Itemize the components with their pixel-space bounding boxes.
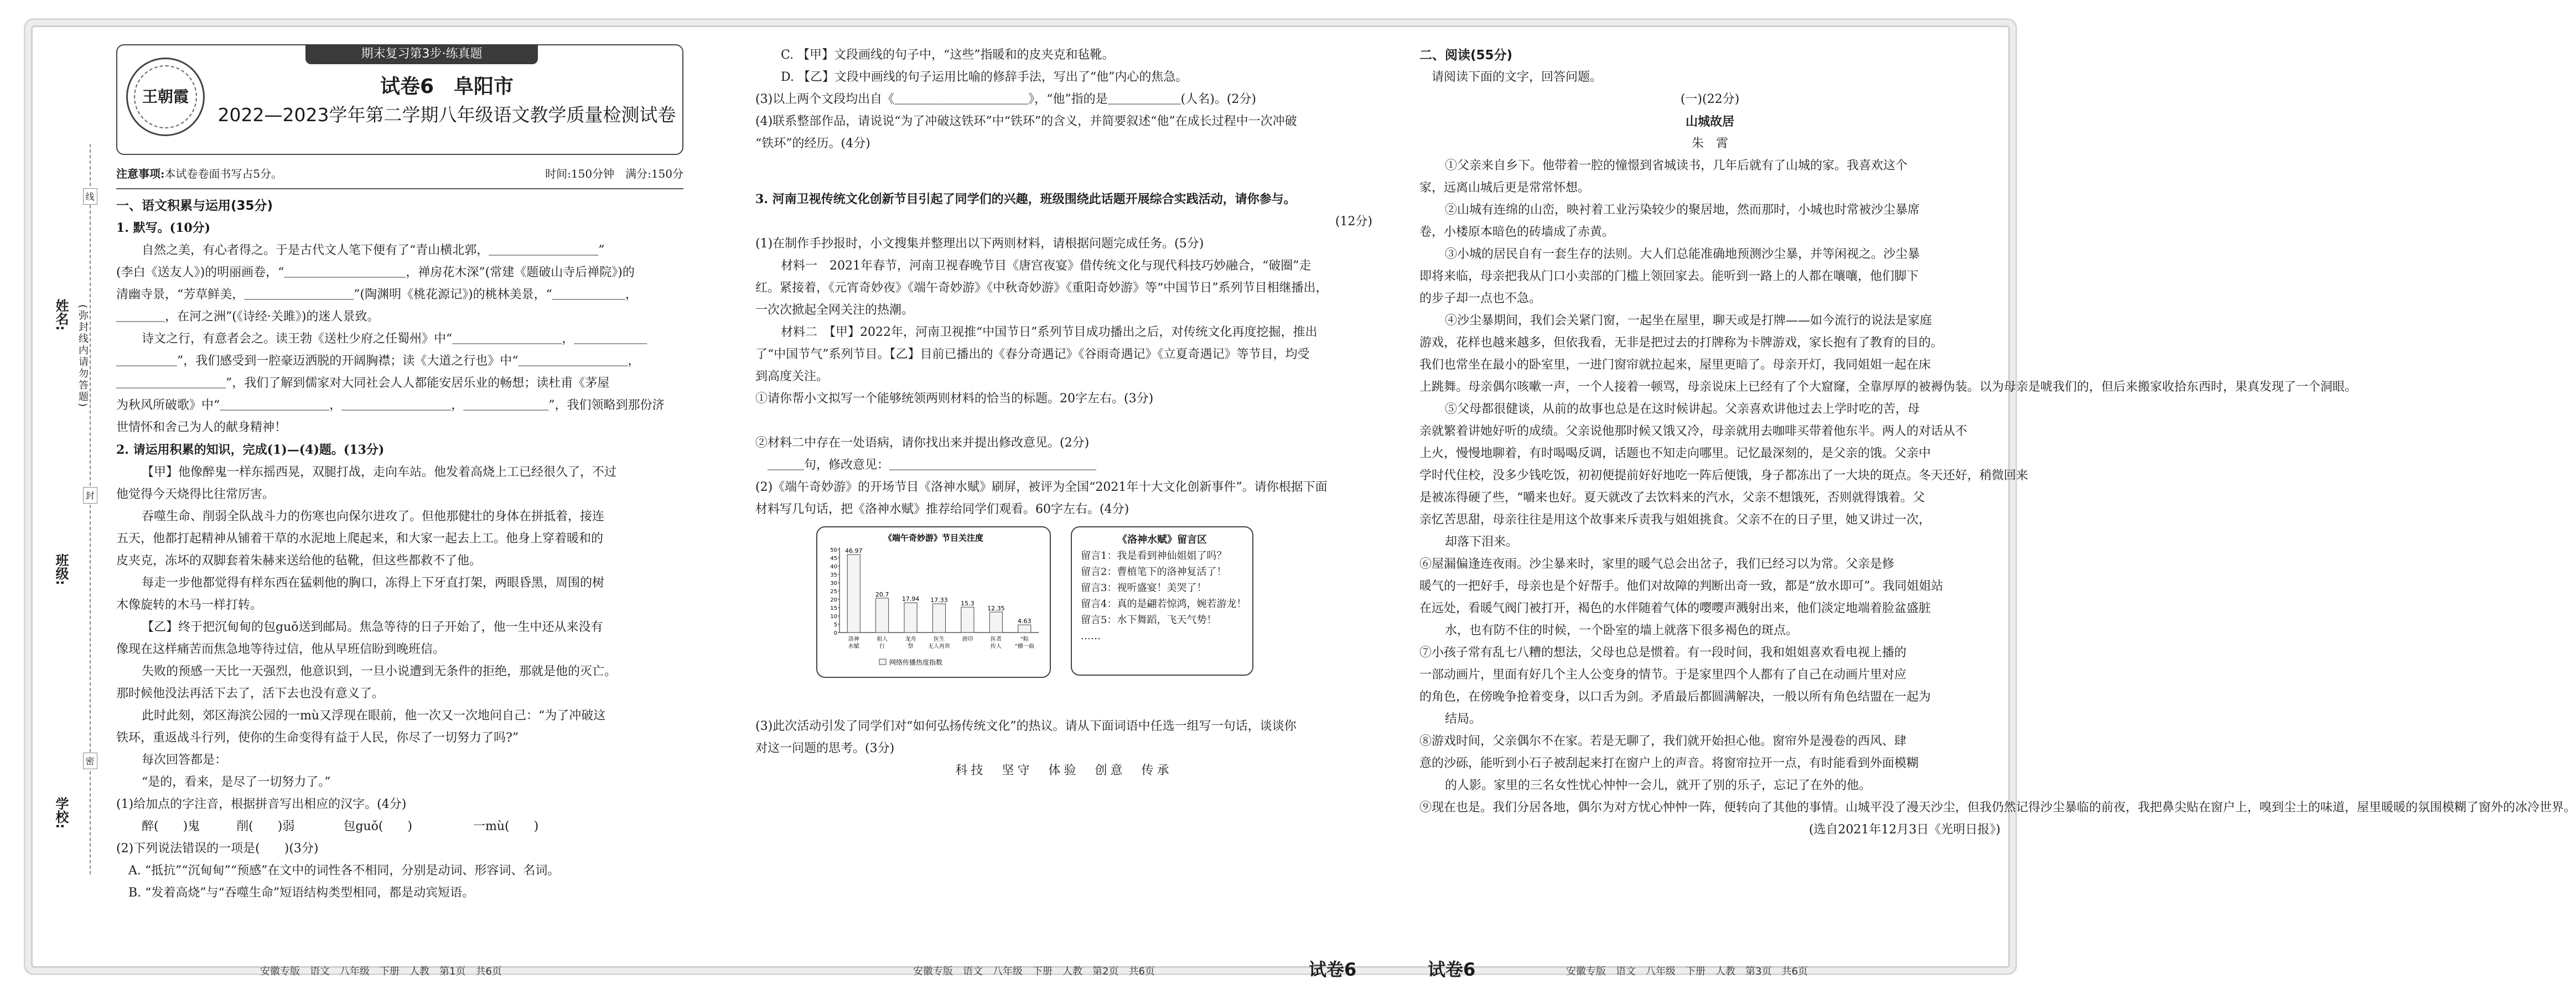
page-2: C. 【甲】文段画线的句子中，“这些”指暖和的皮夹克和毡靴。 D. 【乙】文段中画线的句子运用比喻的修辞手法，写出了“他”内心的焦急。 (3)以上两个文段均出自《＿＿＿＿＿＿＿＿＿＿＿》，“他”指的是＿＿＿＿＿＿(人名)。(2分) (4)联系整部作品，请说说“为了冲破这铁环”中“铁环”的含义，并简要叙述“他”在成长过程中一次冲破 “铁环”的经历。(4分) 3. 河南卫视传统文化创新节目引起了同学们的兴趣，班级围绕此话题开展综合实践活动，请你参与。 (12分) (1)在制作手抄报时，小文搜集并整理出以下两则材料，请根据问题完成任务。(5分) 材料一 2021年春节，河南卫视春晚节目《唐宫夜宴》借传统文化与现代科技巧妙融合，“破圈”走 红。紧接着，《元宵奇妙夜》《端午奇妙游》《中秋奇妙游》《重阳奇妙游》等“中国节日”系列节目相继播出， 一次次掀起全网关注的热潮。 材料二 【甲】2022年，河南卫视推“中国节日”系列节目成功播出之后，对传统文化再度挖掘，推出 了“中国节气”系列节目。【乙】目前已播出的《春分奇遇记》《谷雨奇遇记》《立夏奇遇记》等节目，均受 到高度关注。 ①请你帮小文拟写一个能够统领两则材料的恰当的标题。20字左右。(3分) ②材料二中存在一处语病，请你找出来并提出修改意见。(2分) ＿＿＿句，修改意见：＿＿＿＿＿＿＿＿＿＿＿＿＿＿＿＿＿ (2)《端午奇妙游》的开场节目《洛神水赋》刷屏，被评为全国“2021年十大文化创新事件”。请你根据下面 材料写几句话，把《洛神水赋》推荐给同学们观看。60字左右。(4分) 《端午奇妙游》节目关注度 0 5 10 15 20 25 30 35 40 45 50 46.97 洛神 水赋 20.7 祖人 行 17.94 龙舟 祭 17.33 医生 无人再世 15.3 唐印 12.35 医者 传人 4.63 “粽 ”横一曲 网络传播热度指数 《洛神水赋》留言区 留言1：我是看到神仙姐姐了吗？ 留言2：曹植笔下的洛神复活了！ 留言3：视听盛宴！美哭了！ 留言4：真的是翩若惊鸿，婉若游龙！ 留言5：水下舞蹈，飞天气势！ …… (3)此次活动引发了同学们对“如何弘扬传统文化”的热议。请从下面词语中任选一组写一句话，谈谈你 对这一问题的思考。(3分) 科技 坚守 体验 创意 传承 xyxy=(755,44,1372,955)
paper-badge: 试卷6 xyxy=(1309,959,1357,980)
y-tick-label: 40 xyxy=(830,564,837,570)
message-board xyxy=(1071,526,1253,676)
data-label: 12.35 xyxy=(987,604,1005,612)
bar xyxy=(904,603,917,633)
seal-mark: 线 xyxy=(83,188,97,205)
bar-chart xyxy=(817,527,1050,677)
x-tick-label: 洛神 xyxy=(848,636,859,642)
article-author: 朱 霄 xyxy=(1691,137,1728,151)
seal-mark: 密 xyxy=(83,753,97,769)
article-source: (选自2021年12月3日《光明日报》) xyxy=(1808,823,2000,837)
data-label: 15.3 xyxy=(961,600,975,608)
exam-title: 试卷6 阜阳市 xyxy=(380,75,514,98)
bar xyxy=(847,554,860,633)
data-label: 17.33 xyxy=(930,597,948,604)
page-3: 二、阅读(55分) 请阅读下面的文字，回答问题。 (一)(22分) 山城故居 朱 霄 ①父亲来自乡下。他带着一腔的憧憬到省城读书，几年后就有了山城的家。我喜欢这个 家，远离山城后更是常常怀想。 ②山城有连绵的山峦，映衬着工业污染较少的聚居地，然而那时，小城也时常被沙尘暴席 卷，小楼原本暗色的砖墙成了赤黄。 ③小城的居民自有一套生存的法则。大人们总能准确地预测沙尘暴，并等闲视之。沙尘暴 即将来临，母亲把我从门口小卖部的门槛上领回家去。能听到一路上的人都在嚷嚷，他们脚下 的步子却一点也不急。 ④沙尘暴期间，我们会关紧门窗，一起坐在屋里，聊天或是打牌——如今流行的说法是家庭 游戏，花样也越来越多，但依我看，无非是把过去的打牌称为卡牌游戏，家长抱有了教育的目的。 我们也常坐在最小的卧室里，一进门窗帘就拉起来，屋里更暗了。母亲开灯，我同姐姐一起在床 上跳舞。母亲偶尔咳嗽一声，一个人接着一顿骂，母亲说床上已经有了个大窟窿，全靠厚厚的被褥伪装。以为母亲是唬我们的，但后来搬家收拾东西时，果真发现了一个洞眼。 ⑤父母都很健谈，从前的故事也总是在这时候讲起。父亲喜欢讲他过去上学时吃的苦，母 亲就繁着讲她好听的成绩。父亲说他那时候又饿又冷，母亲就用去咖啡买带着他东半。两人的对话从不 上火，慢慢地聊着，有时喝喝反调，话题也不知走向哪里。记忆最深刻的，是父亲的饿。父亲中 学时代住校，没多少钱吃饭，初初便提前好好地吃一阵后便饿，身子都冻出了一大块的斑点。冬天还好，稍微回来 是被冻得硬了些，“嚼来也好。夏天就改了去饮料来的汽水，父亲不想饿死，否则就得饿着。父 亲忆苦思甜，母亲往往是用这个故事来斥责我与姐姐挑食。父亲不在的日子里，她又讲过一次， 却落下泪来。 ⑥屋漏偏逢连夜雨。沙尘暴来时，家里的暖气总会出岔子，我们已经习以为常。父亲是修 暖气的一把好手，母亲也是个好帮手。他们对故障的判断出奇一致，都是“放水即可”。我同姐姐站 在远处，看暖气阀门被打开，褐色的水伴随着气体的嘤嘤声溅射出来，他们淡定地端着脸盆盛脏 水，也有防不住的时候，一个卧室的墙上就落下很多褐色的斑点。 ⑦小孩子常有乱七八糟的想法，父母也总是惯着。有一段时间，我和姐姐喜欢看电视上播的 一部动画片，里面有好几个主人公变身的情节。于是家里四个人都有了自己在动画片里对应 的角色，在傍晚争抢着变身，以口舌为剑。矛盾最后都圆满解决，一般以所有角色结盟在一起为 结局。 ⑧游戏时间，父亲偶尔不在家。若是无聊了，我们就开始担心他。窗帘外是漫卷的西风、肆 意的沙砾，能听到小石子被刮起来打在窗户上的声音。将窗帘拉开一点，有时能看到外面模糊 的人影。家里的三名女性忧心忡忡一会儿，就开了别的乐子，忘记了在外的他。 ⑨现在也是。我们分居各地，偶尔为对方忧心忡忡一阵，便转向了其他的事情。山城平没了漫天沙尘，但我仍然记得沙尘暴临的前夜，我把鼻尖贴在窗户上，嗅到尘土的味道，屋里暖暖的氛围模糊了窗外的冰冷世界。 (选自2021年12月3日《光明日报》) xyxy=(1419,44,2000,955)
logo xyxy=(126,58,205,136)
board-message: 留言3：视听盛宴！美哭了！ xyxy=(1081,582,1207,594)
bar xyxy=(876,598,889,633)
bar xyxy=(961,607,974,633)
exam-time: 时间:150分钟 满分:150分 xyxy=(545,167,683,180)
page-footer: 安徽专版 语文 八年级 下册 人教 第2页 共6页 xyxy=(913,966,1155,977)
y-tick-label: 15 xyxy=(830,605,837,611)
school-label: 学校: xyxy=(53,797,69,829)
review-step-tab: 期末复习第3步·练真题 xyxy=(305,44,538,64)
exam-subtitle: 2022—2023学年第二学期八年级语文教学质量检测试卷 xyxy=(217,104,676,126)
legend-swatch xyxy=(879,659,886,665)
paper-badge: 试卷6 xyxy=(1428,959,1476,980)
x-tick-label: 水赋 xyxy=(848,644,859,650)
y-tick-label: 30 xyxy=(830,580,837,587)
figures-row xyxy=(816,526,1372,678)
y-tick-label: 45 xyxy=(830,556,837,562)
board-message: 留言5：水下舞蹈，飞天气势！ xyxy=(1081,614,1217,626)
bar xyxy=(932,604,945,633)
x-tick-label: 龙舟 xyxy=(905,636,916,642)
board-message: 留言1：我是看到神仙姐姐了吗？ xyxy=(1081,550,1227,562)
exam-banner xyxy=(116,44,683,155)
x-tick-label: “粽 xyxy=(1020,636,1029,642)
binding-strip xyxy=(44,144,105,874)
y-tick-label: 10 xyxy=(830,614,837,620)
board-message: 留言2：曹植笔下的洛神复活了！ xyxy=(1081,566,1227,578)
y-tick-label: 35 xyxy=(830,572,837,578)
y-tick-label: 50 xyxy=(830,547,837,553)
y-tick-label: 5 xyxy=(833,622,837,628)
class-label: 班级: xyxy=(53,553,69,585)
x-tick-label: 祖人 xyxy=(877,636,888,642)
x-tick-label: 无人再世 xyxy=(928,644,950,650)
binding-warning: (弥封线内请勿答题) xyxy=(77,304,89,409)
x-tick-label: 行 xyxy=(879,644,885,650)
x-tick-label: 医生 xyxy=(934,636,945,642)
exam-notice: 注意事项:本试卷卷面书写占5分。 时间:150分钟 满分:150分 xyxy=(116,163,683,189)
data-label: 17.94 xyxy=(901,595,920,603)
x-tick-label: 祭 xyxy=(908,644,914,650)
legend-label: 网络传播热度指数 xyxy=(889,659,943,666)
page-footer: 安徽专版 语文 八年级 下册 人教 第3页 共6页 xyxy=(1566,966,1808,977)
section-heading: 二、阅读(55分) xyxy=(1419,48,1513,63)
chart-box xyxy=(816,526,1051,678)
x-tick-label: 传人 xyxy=(990,644,1002,650)
x-tick-label: 医者 xyxy=(990,636,1002,642)
logo-text: 王朝霞 xyxy=(134,65,197,128)
bar xyxy=(1018,625,1031,633)
chart-title: 《端午奇妙游》节目关注度 xyxy=(883,533,984,543)
data-label: 20.7 xyxy=(875,590,889,598)
article-title: 山城故居 xyxy=(1685,115,1734,129)
board-ellipsis: …… xyxy=(1081,630,1101,642)
page-footer: 安徽专版 语文 八年级 下册 人教 第1页 共6页 xyxy=(260,966,502,977)
y-tick-label: 20 xyxy=(830,597,837,603)
y-tick-label: 0 xyxy=(833,630,837,636)
x-tick-label: 唐印 xyxy=(962,636,973,642)
data-label: 46.97 xyxy=(844,547,863,555)
seal-mark: 封 xyxy=(83,487,97,504)
x-tick-label: ”横一曲 xyxy=(1014,644,1034,650)
data-label: 4.63 xyxy=(1018,618,1032,625)
page-1: 期末复习第3步·练真题 王朝霞 试卷6 阜阳市 2022—2023学年第二学期八年级语文教学质量检测试卷 注意事项:本试卷卷面书写占5分。 时间:150分钟 满分:150分 一、语文积累与运用(35分) 1. 默写。(10分) 自然之美，有心者得之。于是古代文人笔下便有了“青山横北郭，＿＿＿＿＿＿＿＿＿” (李白《送友人》)的明丽画卷，“＿＿＿＿＿＿＿＿＿＿，禅房花木深”(常建《题破山寺后禅院》)的 清幽寺景，“芳草鲜美，＿＿＿＿＿＿＿＿＿”(陶渊明《桃花源记》)的桃林美景，“＿＿＿＿＿＿， ＿＿＿＿，在河之洲”(《诗经·关雎》)的迷人景致。 诗文之行，有意者会之。读王勃《送杜少府之任蜀州》中“＿＿＿＿＿＿＿＿＿，＿＿＿＿＿＿ ＿＿＿＿＿”，我们感受到一腔豪迈洒脱的开阔胸襟；读《大道之行也》中“＿＿＿＿＿＿＿＿＿， ＿＿＿＿＿＿＿＿＿”，我们了解到儒家对大同社会人人都能安居乐业的畅想；读杜甫《茅屋 为秋风所破歌》中“＿＿＿＿＿＿＿＿＿，＿＿＿＿＿＿＿＿＿，＿＿＿＿＿＿＿”，我们领略到那份济 世情怀和舍己为人的献身精神！ 2. 请运用积累的知识，完成(1)—(4)题。(13分) 【甲】他像醉鬼一样东摇西晃，双腿打战，走向车站。他发着高烧上工已经很久了，不过 他觉得今天烧得比往常厉害。 吞噬生命、削弱全队战斗力的伤寒也向保尔进攻了。但他那健壮的身体在拼抵着，接连 五天，他都打起精神从铺着干草的水泥地上爬起来，和大家一起去上工。他身上穿着暖和的 皮夹克，冻坏的双脚套着朱赫来送给他的毡靴，但这些都救不了他。 每走一步他都觉得有样东西在猛刺他的胸口，冻得上下牙直打架，两眼昏黑，周围的树 木像旋转的木马一样打转。 【乙】终于把沉甸甸的包guǒ送到邮局。焦急等待的日子开始了，他一生中还从来没有 像现在这样痛苦而焦急地等待过信，他从早班信盼到晚班信。 失败的预感一天比一天强烈，他意识到，一旦小说遭到无条件的拒绝，那就是他的灭亡。 那时候他没法再活下去了，活下去也没有意义了。 此时此刻，郊区海滨公园的一mù又浮现在眼前，他一次又一次地问自己：“为了冲破这 铁环，重返战斗行列，使你的生命变得有益于人民，你尽了一切努力了吗?” 每次回答都是： “是的，看来，是尽了一切努力了。” (1)给加点的字注音，根据拼音写出相应的汉字。(4分) 醉( )鬼 削( )弱 包guǒ( ) 一mù( ) (2)下列说法错误的一项是( )(3分) A. “抵抗”“沉甸甸”“预感”在文中的词性各不相同，分别是动词、形容词、名词。 B. “发着高烧”与“吞噬生命”短语结构类型相同，都是动宾短语。 xyxy=(116,44,683,955)
board-title: 《洛神水赋》留言区 xyxy=(1117,534,1207,546)
name-label: 姓名: xyxy=(53,299,69,331)
board-message: 留言4：真的是翩若惊鸿，婉若游龙！ xyxy=(1081,598,1247,610)
word-options: 科技 坚守 体验 创意 传承 xyxy=(955,764,1173,778)
section-heading: 一、语文积累与运用(35分) xyxy=(116,199,273,213)
bar xyxy=(989,612,1002,633)
y-tick-label: 25 xyxy=(830,589,837,595)
